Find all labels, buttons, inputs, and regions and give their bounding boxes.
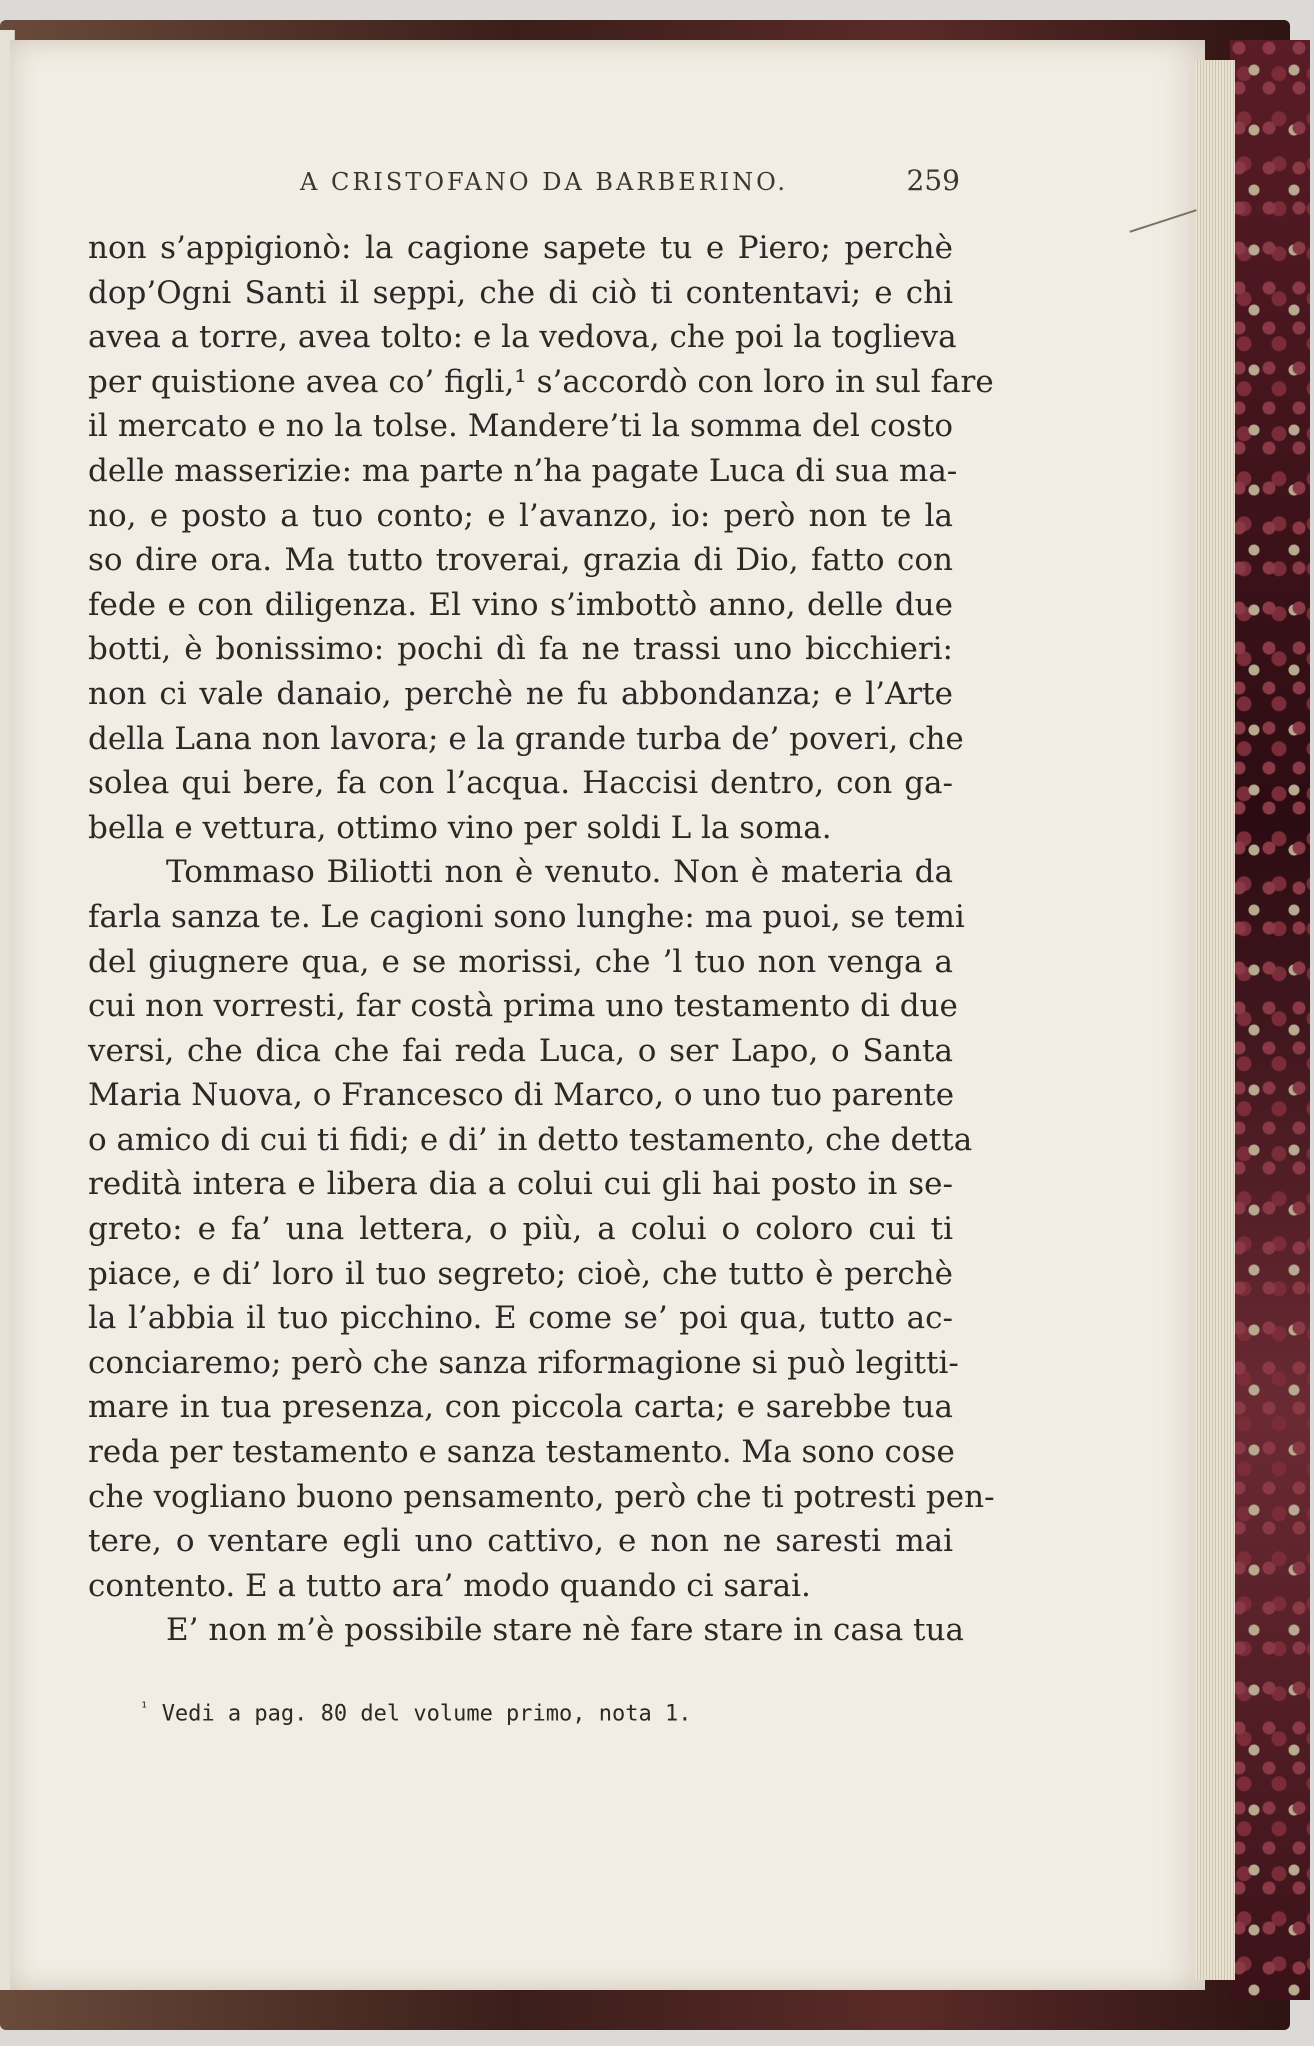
- text-line: botti, è bonissimo: pochi dì fa ne trassi uno bicchieri:: [88, 631, 953, 668]
- text-line: non s’appigionò: la cagione sapete tu e Piero; perchè: [88, 230, 953, 266]
- text-line: solea qui bere, fa con l’acqua. Haccisi dentro, con ga-: [88, 765, 953, 802]
- text-line: greto: e fa’ una lettera, o più, a colui o coloro cui ti: [88, 1211, 953, 1248]
- text-line: Maria Nuova, o Francesco di Marco, o uno tuo parente: [88, 1077, 955, 1114]
- text-line: mare in tua presenza, con piccola carta; e sarebbe tua: [88, 1389, 953, 1426]
- body-text: [88, 226, 995, 1653]
- text-line: per quistione avea co’ figli,¹ s’accordò con loro in sul fare: [88, 363, 994, 400]
- footnote: [140, 1700, 692, 1726]
- text-line: E’ non m’è possibile stare nè fare stare in casa tua: [166, 1612, 964, 1649]
- text-line: avea a torre, avea tolto: e la vedova, che poi la toglieva: [88, 319, 957, 356]
- text-line: so dire ora. Ma tutto troverai, grazia di Dio, fatto con: [88, 542, 953, 579]
- marbled-cover-edge: [1230, 40, 1310, 2000]
- text-line: Tommaso Biliotti non è venuto. Non è materia da: [166, 854, 953, 891]
- text-line: versi, che dica che fai reda Luca, o ser Lapo, o Santa: [88, 1032, 953, 1069]
- text-line: delle masserizie: ma parte n’ha pagate Luca di sua ma-: [88, 452, 958, 489]
- text-line: fede e con diligenza. El vino s’imbottò anno, delle due: [88, 586, 953, 623]
- text-line: farla sanza te. Le cagioni sono lunghe: ma puoi, se temi: [88, 898, 965, 935]
- text-line: redità intera e libera dia a colui cui gli hai posto in se-: [88, 1166, 953, 1203]
- footnote-marker: ¹: [140, 1700, 149, 1716]
- text-line: o amico di cui ti fidi; e di’ in detto testamento, che detta: [88, 1121, 973, 1158]
- running-header: [300, 164, 960, 197]
- text-line: conciaremo; però che sanza riformagione si può legitti-: [88, 1344, 959, 1381]
- text-line: non ci vale danaio, perchè ne fu abbondanza; e l’Arte: [88, 675, 953, 712]
- text-line: no, e posto a tuo conto; e l’avanzo, io: però non te la: [88, 497, 953, 534]
- text-line: la l’abbia il tuo picchino. E come se’ poi qua, tutto ac-: [88, 1300, 953, 1337]
- footnote-text: Vedi a pag. 80 del volume primo, nota 1.: [161, 1701, 692, 1727]
- text-line: della Lana non lavora; e la grande turba de’ poveri, che: [88, 720, 964, 757]
- text-line: contento. E a tutto ara’ modo quando ci sarai.: [88, 1567, 811, 1604]
- running-title: A CRISTOFANO DA BARBERINO.: [300, 168, 789, 196]
- text-line: tere, o ventare egli uno cattivo, e non ne saresti mai: [88, 1523, 953, 1560]
- text-line: del giugnere qua, e se morissi, che ’l tuo non venga a: [88, 943, 953, 980]
- text-line: dop’Ogni Santi il seppi, che di ciò ti contentavi; e chi: [88, 274, 953, 311]
- text-line: piace, e di’ loro il tuo segreto; cioè, che tutto è perchè: [88, 1255, 953, 1292]
- text-line: il mercato e no la tolse. Mandere’ti la somma del costo: [88, 408, 953, 445]
- text-line: bella e vettura, ottimo vino per soldi L la soma.: [88, 809, 832, 846]
- page-number: 259: [906, 164, 960, 197]
- page-edges: [1195, 60, 1235, 1980]
- text-line: cui non vorresti, far costà prima uno testamento di due: [88, 988, 958, 1025]
- text-line: reda per testamento e sanza testamento. Ma sono cose: [88, 1434, 955, 1471]
- text-line: che vogliano buono pensamento, però che ti potresti pen-: [88, 1478, 995, 1515]
